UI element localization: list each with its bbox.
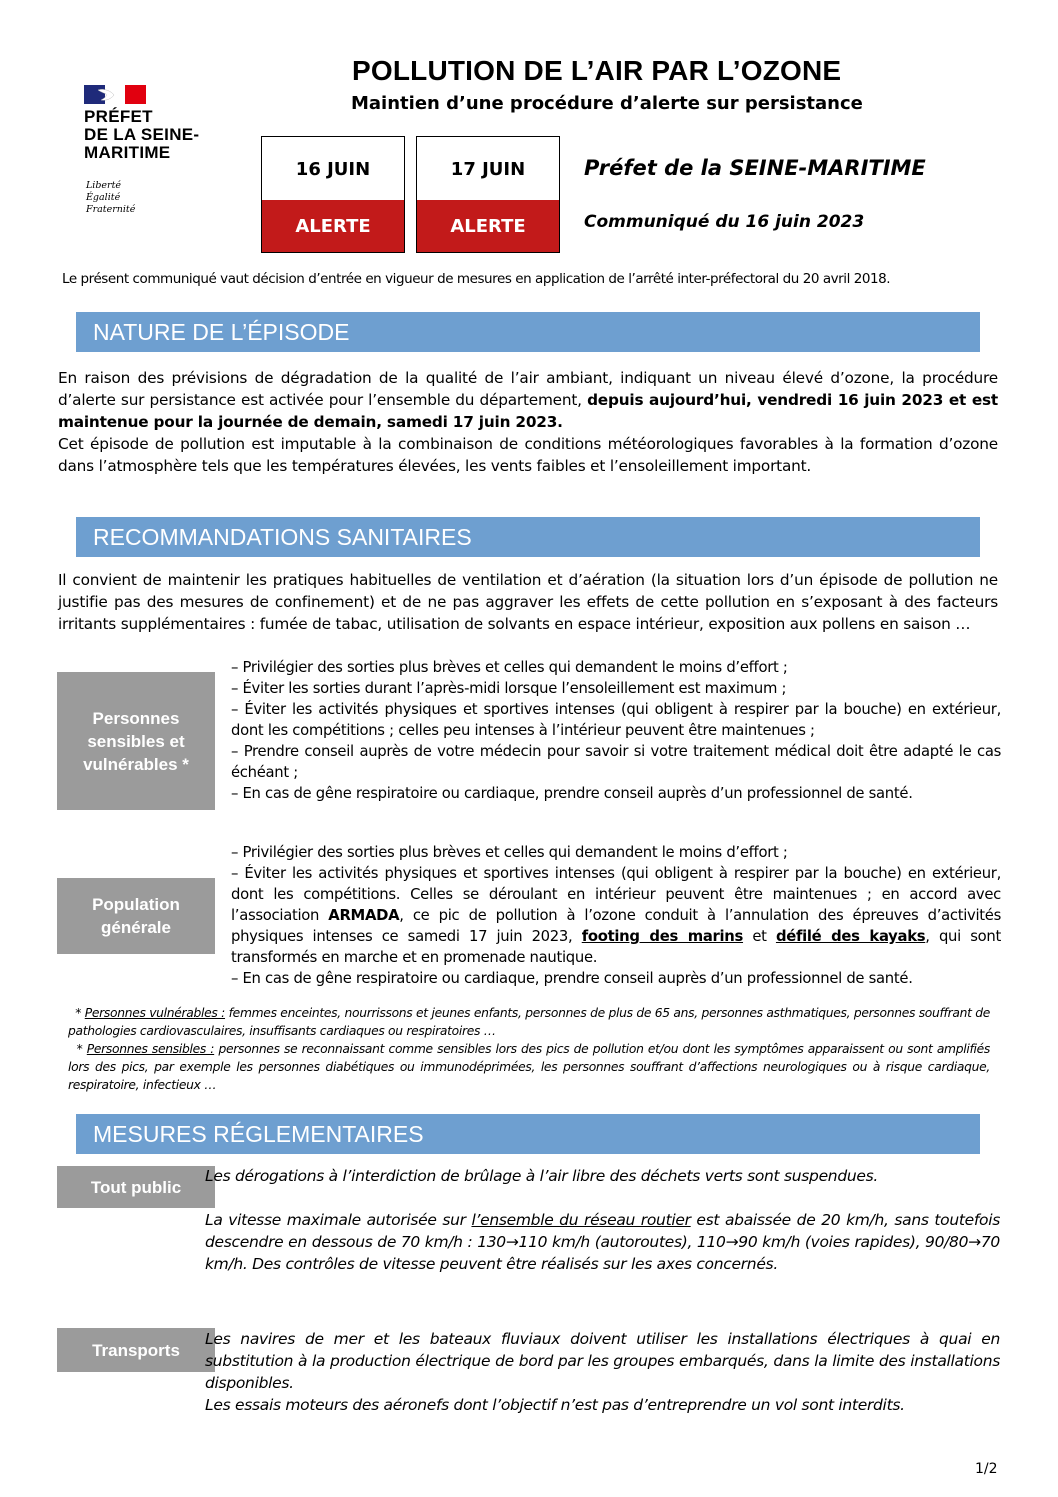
republic-flag-logo — [84, 85, 146, 104]
list-item: – Éviter les activités physiques et sportives intenses (qui obligent à respirer par la bouche) en extérieur, dont les compétitions ; celles peu intenses à l’intérieur peuvent être maintenues ; — [231, 701, 1001, 739]
section-heading-mesures: MESURES RÉGLEMENTAIRES — [76, 1114, 980, 1154]
generale-list — [231, 842, 1001, 989]
list-item: – En cas de gêne respiratoire ou cardiaque, prendre conseil auprès d’un professionnel de santé. — [231, 970, 913, 987]
transports-text: Les navires de mer et les bateaux fluviaux doivent utiliser les installations électriques à quai en substitution à la production électrique de bord par les groupes embarqués, dans la limite des installations disponibles. Les essais moteurs des aéronefs dont l’objectif n’est pas d’entreprendre un vol sont interdits. — [205, 1330, 1000, 1414]
alert-day-2 — [416, 136, 560, 253]
list-item: – Privilégier des sorties plus brèves et celles qui demandent le moins d’effort ; — [231, 844, 788, 861]
label-tout-public: Tout public — [57, 1166, 215, 1208]
label-transports: Transports — [57, 1328, 215, 1372]
reco-intro: Il convient de maintenir les pratiques habituelles de ventilation et d’aération (la situation lors d’un épisode de pollution ne justifie pas des mesures de confinement) et de ne pas aggraver les effets de cette pollution en s’exposant à des facteurs irritants supplémentaires : fumée de tabac, utilisation de solvants en espace intérieur, exposition aux pollens en saison … — [58, 571, 998, 633]
republic-motto: Liberté Égalité Fraternité — [86, 180, 136, 215]
label-population-generale: Population générale — [57, 878, 215, 954]
communique-date: Communiqué du 16 juin 2023 — [584, 212, 865, 232]
section-heading-nature: NATURE DE L’ÉPISODE — [76, 312, 980, 352]
alert-level: ALERTE — [262, 200, 404, 252]
list-item: – Prendre conseil auprès de votre médecin pour savoir si votre traitement médical doit être adapté le cas échéant ; — [231, 743, 1001, 781]
page-title: POLLUTION DE L’AIR PAR L’OZONE — [352, 55, 842, 86]
nature-text: En raison des prévisions de dégradation de la qualité de l’air ambiant, indiquant un niveau élevé d’ozone, la procédure d’alerte sur persistance est activée pour l’ensemble du département, depuis aujourd’hui, vendredi 16 juin 2023 et est maintenue pour la journée de demain, samedi 17 juin 2023. Cet épisode de pollution est imputable à la combinaison de conditions météorologiques favorables à la formation d’ozone dans l’atmosphère tels que les températures élevées, les vents faibles et l’ensoleillement important. — [58, 369, 999, 475]
defile-link: défilé des kayaks — [775, 928, 926, 945]
tout-public-text: Les dérogations à l’interdiction de brûlage à l’air libre des déchets verts sont suspendues. La vitesse maximale autorisée sur l’ensemble du réseau routier est abaissée de 20 km/h, sans toutefois descendre en dessous de 70 km/h : 130→110 km/h (autoroutes), 110→90 km/h (voies rapides), 90/80→70 km/h. Des contrôles de vitesse peuvent être réalisés sur les axes concernés. — [205, 1167, 1000, 1273]
prefet-label: Préfet de la SEINE-MARITIME — [584, 156, 926, 180]
sensibles-list — [231, 657, 1001, 804]
page-number: 1/2 — [975, 1461, 998, 1477]
list-item: – Privilégier des sorties plus brèves et celles qui demandent le moins d’effort ; — [231, 659, 788, 676]
alert-date: 17 JUIN — [450, 158, 526, 180]
label-personnes-sensibles: Personnes sensibles et vulnérables * — [57, 672, 215, 810]
list-item: – Éviter les sorties durant l’après-midi lorsque l’ensoleillement est maximum ; — [231, 680, 787, 697]
alert-date: 16 JUIN — [295, 158, 371, 180]
list-item: – Éviter les activités physiques et sportives intenses (qui obligent à respirer par la bouche) en extérieur, dont les compétitions. Celles se déroulant en intérieur peuvent être maintenues ; en accord avec l’association ARMADA, ce pic de pollution à l’ozone conduit à l’annulation des épreuves d’activités physiques intenses ce samedi 17 juin 2023, footing des marins et défilé des kayaks, qui sont transformés en marche et en promenade nautique. — [231, 865, 1002, 966]
prefecture-name: PRÉFET DE LA SEINE- MARITIME — [84, 107, 200, 162]
section-heading-recommandations: RECOMMANDATIONS SANITAIRES — [76, 517, 980, 557]
footnote-definitions: * Personnes vulnérables : femmes enceintes, nourrissons et jeunes enfants, personnes de plus de 65 ans, personnes asthmatiques, personnes souffrant de pathologies cardiovasculaires, insuffisants cardiaques ou respiratoires … * Personnes sensibles : personnes se reconnaissant comme sensibles lors des pics de pollution et/ou dont les symptômes apparaissent ou sont amplifiés lors des pics, par exemple les personnes diabétiques ou immunodéprimées, les personnes souffrant d’affections neurologiques ou à risque cardiaque, respiratoire, infectieux … — [68, 1006, 990, 1092]
decision-text: Le présent communiqué vaut décision d’entrée en vigueur de mesures en application de l’arrêté inter-préfectoral du 20 avril 2018. — [62, 271, 891, 287]
alert-day-1 — [261, 136, 405, 253]
footing-link: footing des marins — [581, 928, 744, 945]
page-subtitle: Maintien d’une procédure d’alerte sur persistance — [351, 93, 863, 114]
alert-level: ALERTE — [417, 200, 559, 252]
list-item: – En cas de gêne respiratoire ou cardiaque, prendre conseil auprès d’un professionnel de santé. — [231, 785, 913, 802]
